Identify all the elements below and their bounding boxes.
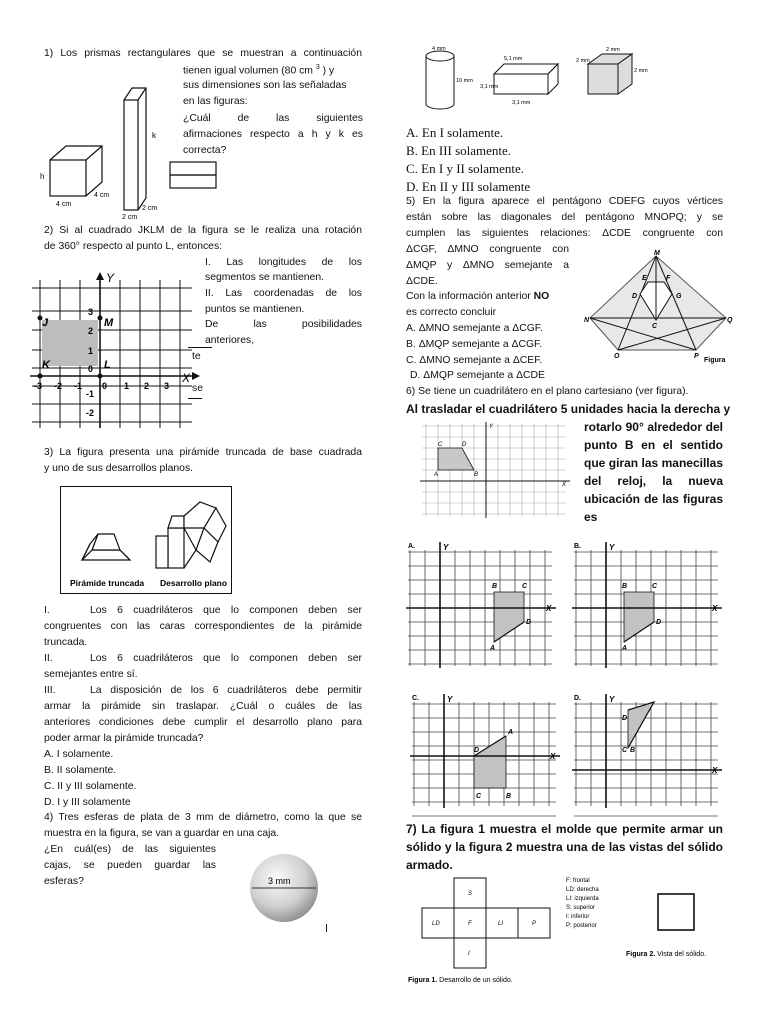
q3-ii1: Los 6 cuadriláteros que lo componen deben ser	[90, 653, 362, 664]
axis-y-label: Y	[447, 695, 453, 704]
q6-line1: 6) Se tiene un cuadrilátero en el plano cartesiano (ver figura).	[406, 386, 689, 397]
q6-src-axis-y: Y	[489, 424, 494, 430]
q5-option-c: C. ΔMNO semejante a ΔCEF.	[406, 355, 543, 366]
q1-option-d: D. En II y III solamente	[406, 179, 531, 194]
q5-line7b: NO	[533, 291, 550, 302]
option-letter: D.	[574, 695, 581, 702]
axis-x-label: X	[550, 752, 556, 761]
q4-line2: muestra en la figura, se van a guardar en una caja.	[44, 828, 280, 839]
q2-tick-y-1: 2	[88, 326, 94, 336]
q1-cube-d-label: 4 cm	[94, 192, 110, 199]
q1-option-c: C. En I y II solamente.	[406, 161, 525, 176]
q1-line6: afirmaciones respecto a h y k es	[183, 129, 363, 140]
option-letter: A.	[408, 543, 415, 550]
q1-prisms-figure	[38, 80, 218, 220]
q5-vertex-D: D	[632, 293, 638, 300]
q1fig-cube-h: 2 mm	[576, 58, 590, 64]
option-quadrilateral	[624, 592, 654, 642]
q7-legend-1: LD: derecha	[566, 887, 599, 893]
q2-tick-x-0: -3	[34, 381, 43, 391]
q5-line2: están sobre las diagonales del pentágono MNOPQ; y se	[406, 212, 723, 223]
q4-line3: ¿En cuál(es) de las siguientes	[44, 844, 216, 855]
point-label-D: D	[656, 619, 662, 626]
q2-iii1: De las posibilidades	[205, 319, 362, 330]
q1-option-a: A. En I solamente.	[406, 125, 504, 140]
q6-line4: punto B en el sentido	[584, 438, 723, 452]
q7-net-P: P	[532, 921, 537, 927]
q7-net-LD: LD	[432, 921, 440, 927]
q2-ii1: II. Las coordenadas de los	[205, 288, 362, 299]
q3-iii-num: III.	[44, 685, 56, 696]
point-label-D: D	[474, 747, 480, 754]
q2-tick-y-3: 0	[88, 364, 94, 374]
q1-line2b: ) y	[322, 65, 335, 77]
q5-option-a: A. ΔMNO semejante a ΔCGF.	[406, 323, 543, 334]
q6-line5: que giran las manecillas	[584, 456, 723, 470]
option-quadrilateral	[494, 592, 524, 642]
q4-sphere-figure	[246, 850, 326, 930]
q2-grid-figure	[30, 268, 200, 428]
q5-option-b: B. ΔMQP semejante a ΔCGF.	[406, 339, 543, 350]
q5-line3: cumplen las siguientes relaciones: ΔCDE congruente con	[406, 228, 723, 239]
q3-i3: truncada.	[44, 637, 88, 648]
point-label-C: C	[476, 793, 482, 800]
q2-i1: I. Las longitudes de los	[205, 257, 362, 268]
q1fig-p2: 3,1 mm	[480, 84, 499, 90]
q7-line3: armado.	[406, 858, 453, 872]
point-label-B: B	[492, 583, 498, 590]
q2-tick-x-5: 2	[144, 381, 150, 391]
q5-vertex-N: N	[584, 317, 590, 324]
q5-vertex-G: G	[676, 293, 682, 300]
q7-legend-0: F: frontal	[566, 878, 590, 884]
q1-line3: sus dimensiones son las señaladas	[183, 80, 347, 91]
q2-tick-x-2: -1	[74, 381, 83, 391]
q1-boxes-figure	[416, 46, 716, 114]
q6-line8: es	[584, 510, 598, 524]
point-label-A: A	[508, 729, 514, 736]
q3-option-d: D. I y III solamente	[44, 797, 131, 808]
q4-line5: esferas?	[44, 876, 84, 887]
q6-line3: rotarlo 90° alrededor del	[584, 420, 723, 434]
q6-line6: del reloj, la nueva	[584, 474, 723, 488]
q7-legend-5: P: posterior	[566, 923, 597, 929]
q7-caption-2b: Vista del sólido.	[655, 951, 707, 958]
q2-point-J: J	[42, 317, 49, 329]
q2-tick-y-0: 3	[88, 307, 94, 317]
point-label-D: D	[622, 715, 628, 722]
q7-net-S: S	[468, 891, 473, 897]
q5-option-d: D. ΔMQP semejante a ΔCDE	[410, 370, 545, 381]
option-quadrilateral	[474, 736, 506, 788]
q1-line1: 1) Los prismas rectangulares que se muestran a continuación	[44, 48, 362, 59]
q3-iii1: La disposición de los 6 cuadriláteros debe permitir	[90, 685, 362, 696]
q7-caption-1	[408, 977, 513, 984]
q5-vertex-C: C	[652, 323, 658, 330]
q1fig-p1: 5,1 mm	[504, 56, 523, 62]
q1-cube-w-label: 4 cm	[56, 201, 72, 208]
q5-line8: es correcto concluir	[406, 307, 497, 318]
q7-net-I: I	[468, 951, 470, 957]
q3-figure	[60, 486, 232, 594]
point-label-C: C	[522, 583, 528, 590]
q2-tick-x-6: 3	[164, 381, 170, 391]
point-label-D: D	[526, 619, 532, 626]
q3-iii3: anteriores condiciones debe cumplir el desarrollo plano para	[44, 717, 362, 728]
q1fig-cyl-h: 10 mm	[456, 78, 473, 84]
q6-src-axis-x: X	[562, 482, 567, 488]
q3-line1: 3) La figura presenta una pirámide truncada de base cuadrada	[44, 447, 362, 458]
point-label-A: A	[490, 645, 496, 652]
q3-option-c: C. II y III solamente.	[44, 781, 137, 792]
q6-line7: ubicación de las figuras	[584, 492, 723, 506]
q5-line6: ΔCDE.	[406, 276, 438, 287]
q3-caption-pyramid: Pirámide truncada	[70, 578, 145, 588]
q3-ii-num: II.	[44, 653, 53, 664]
q5-line1: 5) En la figura aparece el pentágono CDEFG cuyos vértices	[406, 196, 723, 207]
q6-src-point-C: C	[438, 442, 443, 448]
q2-frag1: te	[192, 351, 201, 362]
q5-line4: ΔCGF, ΔMNO congruente con	[406, 244, 569, 255]
q1-line5: ¿Cuál de las siguientes	[183, 113, 363, 124]
axis-x-label: X	[546, 604, 552, 613]
q7-caption-1b: Desarrollo de un sólido.	[437, 977, 513, 984]
point-label-B: B	[630, 747, 636, 754]
q5-vertex-M: M	[654, 250, 660, 257]
q7-legend-4: I: inferior	[566, 914, 590, 920]
q1fig-cyl-label: 4 mm	[432, 46, 446, 52]
q5-vertex-O: O	[614, 353, 620, 360]
q3-line2: y uno de sus desarrollos planos.	[44, 463, 194, 474]
q3-option-b: B. II solamente.	[44, 765, 117, 776]
option-letter: C.	[412, 695, 419, 702]
point-label-A: A	[622, 645, 628, 652]
q7-line1: 7) La figura 1 muestra el molde que permite armar un	[406, 822, 723, 836]
q2-tick-y-4: -1	[86, 389, 95, 399]
q6-option-d-grid	[572, 690, 722, 808]
q1-h-label: h	[40, 172, 45, 181]
q2-ii2: puntos se mantienen.	[205, 304, 305, 315]
q6-src-point-A: A	[434, 472, 439, 478]
q3-ii2: semejantes entre sí.	[44, 669, 138, 680]
q7-net-LI: LI	[498, 921, 504, 927]
q5-figure-caption: Figura	[704, 357, 726, 364]
q2-line2: de 360° respecto al punto L, entonces:	[44, 241, 223, 252]
q7-figures	[406, 874, 746, 992]
option-letter: B.	[574, 543, 581, 550]
q2-i2: segmentos se mantienen.	[205, 272, 324, 283]
q2-iii2: anteriores,	[205, 335, 255, 346]
q1-line2-sup: 3	[315, 64, 320, 71]
q2-point-L: L	[104, 359, 111, 371]
q7-caption-1a: Figura 1.	[408, 977, 438, 984]
q4-line1: 4) Tres esferas de plata de 3 mm de diámetro, como la que se	[44, 812, 362, 823]
point-label-C: C	[652, 583, 658, 590]
q2-axis-y: Y	[106, 271, 115, 285]
q7-caption-2a: Figura 2.	[626, 951, 656, 958]
q1-k-label: k	[152, 131, 156, 140]
q5-vertex-P: P	[694, 353, 699, 360]
q2-tick-x-3: 0	[102, 381, 108, 391]
q4-sphere-label: 3 mm	[268, 876, 291, 886]
q1fig-cube-top: 2 mm	[606, 47, 620, 53]
q5-line7	[406, 290, 549, 305]
axis-y-label: Y	[609, 543, 615, 552]
q3-option-a: A. I solamente.	[44, 749, 114, 760]
q2-tick-x-4: 1	[124, 381, 130, 391]
q1-line2a: tienen igual volumen (80 cm	[183, 65, 313, 77]
q6-option-a-grid	[406, 538, 556, 668]
q2-line1: 2) Si al cuadrado JKLM de la figura se le realiza una rotación	[44, 225, 362, 236]
q3-iii2: armar la pirámide sin traslapar. ¿Cuál o cuáles de las	[44, 701, 362, 712]
q5-line7a: Con la información anterior	[406, 291, 534, 302]
q6-src-point-B: B	[474, 472, 479, 478]
axis-y-label: Y	[609, 695, 615, 704]
q1-line2	[183, 63, 363, 79]
q2-axis-x: X	[182, 371, 191, 385]
q3-i1: Los 6 cuadriláteros que lo componen deben ser	[90, 605, 362, 616]
q6-option-c-grid	[410, 690, 560, 808]
q2-frag2: se	[192, 383, 203, 394]
q4-tick-mark	[326, 924, 327, 932]
axis-x-label: X	[712, 766, 718, 775]
point-label-B: B	[622, 583, 628, 590]
point-label-B: B	[506, 793, 512, 800]
axis-y-label: Y	[443, 543, 449, 552]
q1-option-b: B. En III solamente.	[406, 143, 512, 158]
q6-src-point-D: D	[462, 442, 467, 448]
q2-point-K: K	[42, 359, 50, 371]
q1-bar-d-label: 2 cm	[142, 205, 158, 212]
q2-tick-y-2: 1	[88, 346, 94, 356]
q4-line4: cajas, se pueden guardar las	[44, 860, 216, 871]
q2-tick-x-1: -2	[54, 381, 63, 391]
q3-i-num: I.	[44, 605, 50, 616]
q3-iii4: poder armar la pirámide truncada?	[44, 733, 204, 744]
q6-option-b-grid	[572, 538, 722, 668]
q1-line4: en las figuras:	[183, 96, 248, 107]
q7-net-F: F	[468, 921, 472, 927]
q5-vertex-F: F	[666, 275, 671, 282]
q7-caption-2	[626, 951, 706, 958]
q2-tick-y-5: -2	[86, 408, 95, 418]
q5-pentagon-figure	[584, 250, 734, 368]
q3-i2: congruentes con las caras correspondientes de la pirámide	[44, 621, 362, 632]
q1fig-p3: 3,1 mm	[512, 100, 531, 106]
q7-legend-2: LI: izquierda	[566, 896, 599, 902]
q7-line2: sólido y la figura 2 muestra una de las vistas del sólido	[406, 840, 723, 854]
q7-legend-3: S: superior	[566, 905, 596, 911]
q3-caption-net: Desarrollo plano	[160, 578, 228, 588]
q6-line2: Al trasladar el cuadrilátero 5 unidades hacia la derecha y	[406, 402, 731, 416]
q6-source-grid	[420, 422, 570, 518]
point-label-C: C	[622, 747, 628, 754]
axis-x-label: X	[712, 604, 718, 613]
q5-vertex-E: E	[642, 275, 647, 282]
q5-vertex-Q: Q	[727, 317, 733, 324]
q1fig-cube-side: 2 mm	[634, 68, 648, 74]
q2-point-M: M	[104, 317, 114, 329]
q5-line5: ΔMQP y ΔMNO semejante a	[406, 260, 569, 271]
q1-line7: correcta?	[183, 145, 227, 156]
q1-bar-w-label: 2 cm	[122, 214, 138, 221]
